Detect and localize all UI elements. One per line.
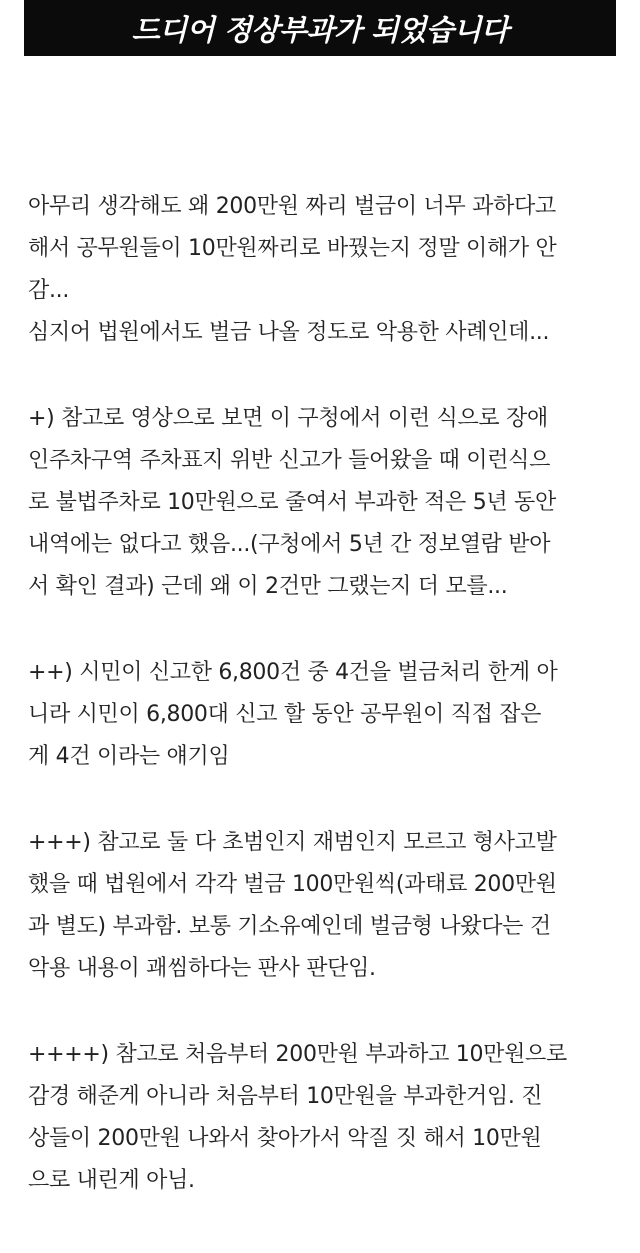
- paragraph-note-1: +) 참고로 영상으로 보면 이 구청에서 이런 식으로 장애 인주차구역 주차표지 위반 신고가 들어왔을 때 이런식으 로 불법주차로 10만원으로 줄여서 부과한 적은 5년 동안 내역에는 없다고 했음...(구청에서 5년 간 정보열람 받아 서 확인 결과) 근데 왜 이 2건만 그랬는지 더 모를...: [28, 406, 556, 599]
- paragraph-intro: 아무리 생각해도 왜 200만원 짜리 벌금이 너무 과하다고 해서 공무원들이 10만원짜리로 바꿨는지 정말 이해가 안 감... 심지어 법원에서도 벌금 나올 정도로 악용한 사례인데...: [28, 194, 557, 345]
- paragraph-note-4: ++++) 참고로 처음부터 200만원 부과하고 10만원으로 감경 해준게 아니라 처음부터 10만원을 부과한거임. 진 상들이 200만원 나와서 찾아가서 악질 짓 해서 10만원 으로 내린게 아님.: [28, 1042, 567, 1193]
- paragraph-note-2: ++) 시민이 신고한 6,800건 중 4건을 벌금처리 한게 아 니라 시민이 6,800대 신고 할 동안 공무원이 직접 잡은 게 4건 이라는 얘기임: [28, 660, 558, 769]
- title-banner: [24, 0, 616, 56]
- paragraph-note-3: +++) 참고로 둘 다 초범인지 재범인지 모르고 형사고발 했을 때 법원에서 각각 벌금 100만원씩(과태료 200만원 과 별도) 부과함. 보통 기소유예인데 벌금형 나왔다는 건 악용 내용이 괘씸하다는 판사 판단임.: [28, 830, 557, 981]
- banner-title: 드디어 정상부과가 되었습니다: [131, 12, 509, 47]
